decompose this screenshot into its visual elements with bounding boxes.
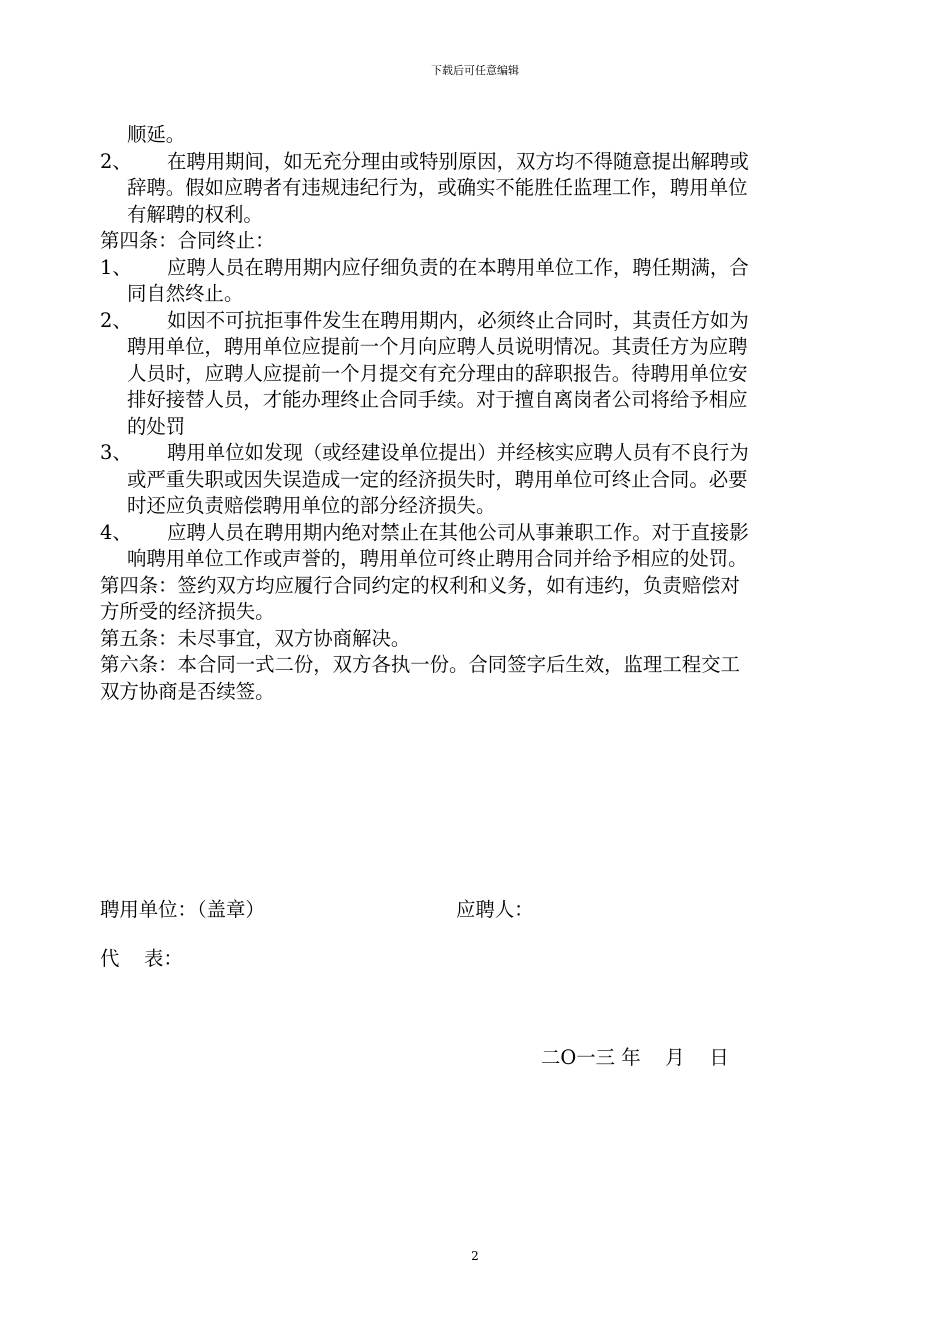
page-header: 下载后可任意编辑 <box>431 64 519 77</box>
paragraph-line: 顺延。 <box>127 123 186 146</box>
paragraph-line: 双方协商是否续签。 <box>100 679 275 703</box>
clause-item-2 <box>100 149 852 176</box>
paragraph-line: 的处罚 <box>127 414 186 438</box>
paragraph-line: 辞聘。假如应聘者有违规违纪行为，或确实不能胜任监理工作，聘用单位 <box>127 176 748 199</box>
contract-body <box>100 122 852 705</box>
clause-text: 如因不可抗拒事件发生在聘用期内，必须终止合同时，其责任方如为 <box>167 308 749 332</box>
article-heading: 第四条：合同终止： <box>100 229 275 252</box>
paragraph-line: 时还应负责赔偿聘用单位的部分经济损失。 <box>127 494 496 517</box>
clause-item-2 <box>100 308 852 335</box>
clause-number: 3、 <box>100 441 132 464</box>
article-heading: 第四条：签约双方均应履行合同约定的权利和义务，如有违约，负责赔偿对 <box>100 573 740 597</box>
paragraph-line: 同自然终止。 <box>127 282 244 305</box>
clause-text: 应聘人员在聘用期内绝对禁止在其他公司从事兼职工作。对于直接影 <box>167 520 749 544</box>
representative-label: 代 表： <box>100 947 183 970</box>
clause-item-3 <box>100 440 852 467</box>
paragraph-line: 或严重失职或因失误造成一定的经济损失时，聘用单位可终止合同。必要 <box>127 467 748 491</box>
paragraph-line: 聘用单位，聘用单位应提前一个月向应聘人员说明情况。其责任方为应聘 <box>127 335 748 358</box>
paragraph-line: 有解聘的权利。 <box>127 202 263 226</box>
clause-number: 2、 <box>100 308 132 332</box>
clause-text: 在聘用期间，如无充分理由或特别原因，双方均不得随意提出解聘或 <box>167 149 749 173</box>
signing-date: 二O一三 年 月 日 <box>541 1046 729 1069</box>
paragraph-line: 人员时，应聘人应提前一个月提交有充分理由的辞职报告。待聘用单位安 <box>127 361 748 385</box>
clause-item-1 <box>100 255 852 282</box>
clause-item-4 <box>100 520 852 547</box>
paragraph-line: 响聘用单位工作或声誉的，聘用单位可终止聘用合同并给予相应的处罚。 <box>127 547 748 570</box>
employer-signature-label: 聘用单位：（盖章） <box>100 898 265 921</box>
clause-text: 应聘人员在聘用期内应仔细负责的在本聘用单位工作，聘任期满，合 <box>167 255 749 279</box>
paragraph-line: 方所受的经济损失。 <box>100 600 275 623</box>
clause-number: 2、 <box>100 149 132 173</box>
article-heading: 第六条：本合同一式二份，双方各执一份。合同签字后生效，监理工程交工 <box>100 653 740 676</box>
page-number: 2 <box>471 1249 479 1263</box>
clause-number: 1、 <box>100 255 132 279</box>
employee-signature-label: 应聘人： <box>456 898 534 921</box>
article-heading: 第五条：未尽事宜，双方协商解决。 <box>100 626 411 650</box>
clause-text: 聘用单位如发现（或经建设单位提出）并经核实应聘人员有不良行为 <box>167 441 749 464</box>
clause-number: 4、 <box>100 520 132 544</box>
paragraph-line: 排好接替人员，才能办理终止合同手续。对于擅自离岗者公司将给予相应 <box>127 388 748 411</box>
